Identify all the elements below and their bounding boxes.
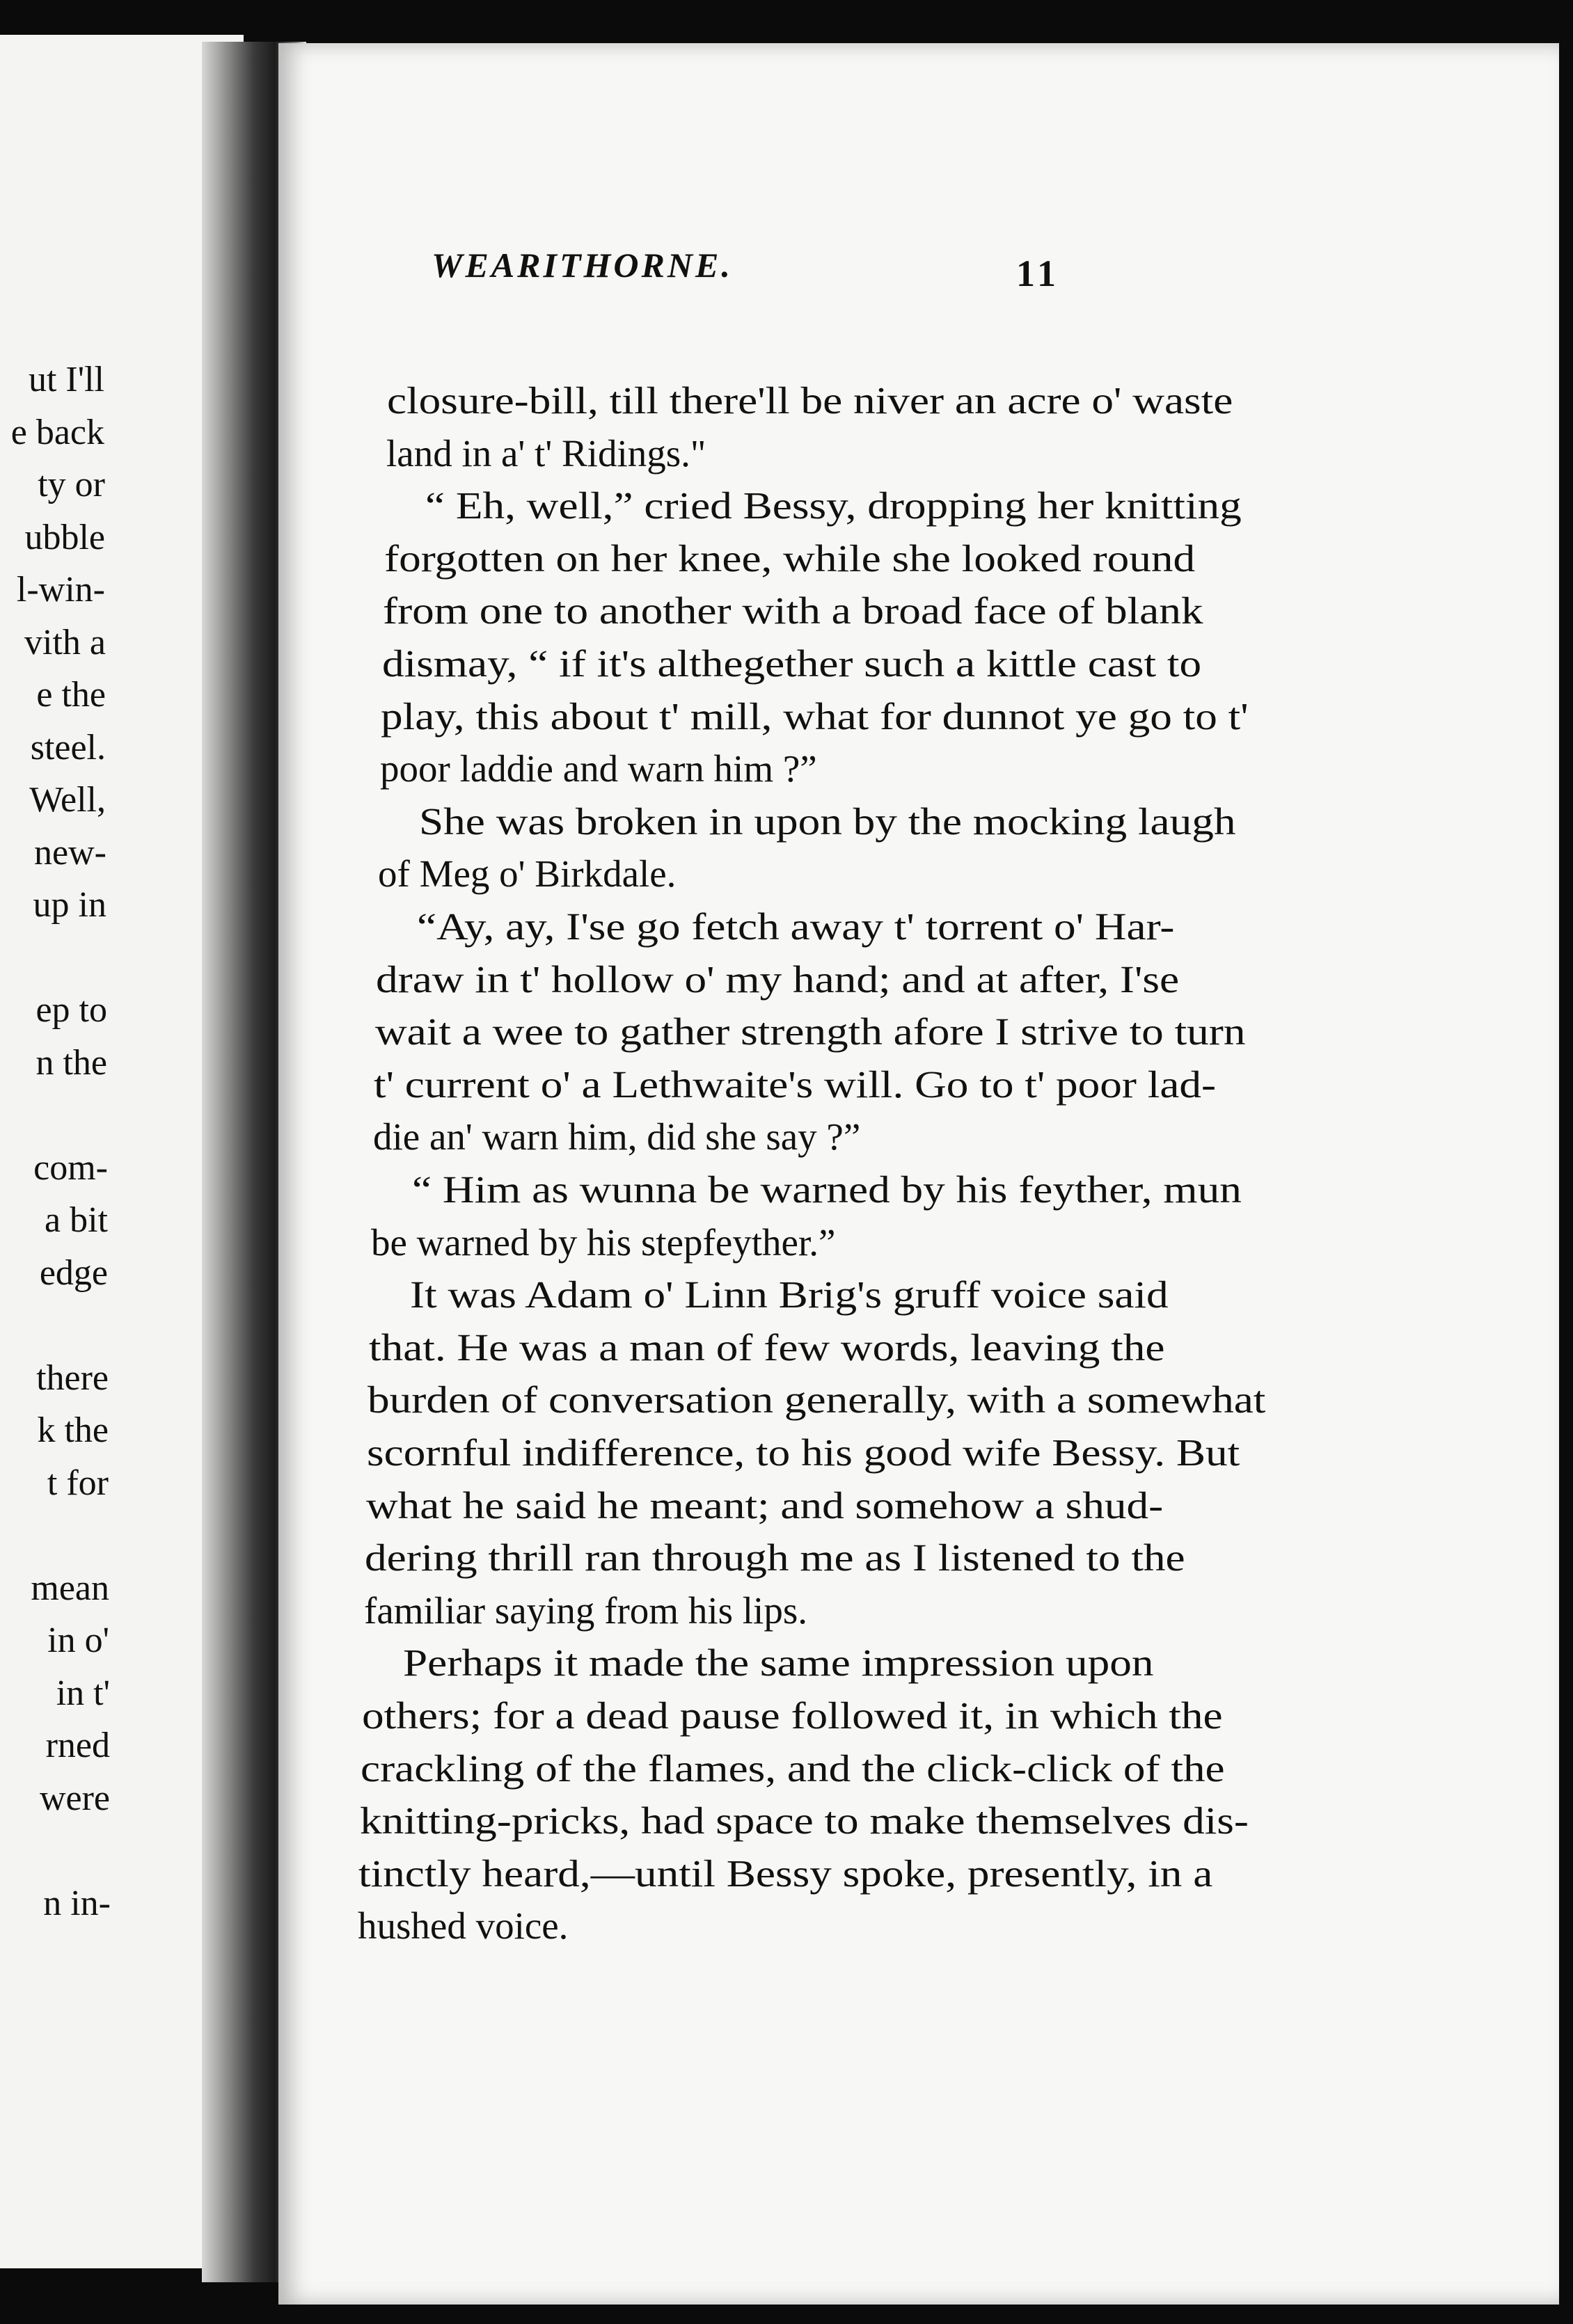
text-line: “ Him as wunna be warned by his feyther, mun — [412, 1168, 1242, 1211]
left-page-line-fragment — [39, 1778, 110, 1818]
left-page-line-fragment — [47, 1465, 109, 1502]
left-page-line-fragment — [45, 1202, 108, 1239]
left-page-line-fragment — [43, 1886, 111, 1922]
left-page-text: vith a — [24, 623, 106, 662]
left-page-line-fragment — [40, 1255, 108, 1291]
left-page-text: were — [39, 1778, 110, 1818]
text-line: poor laddie and warn him ?” — [380, 747, 817, 790]
left-page-line-fragment — [46, 1728, 110, 1764]
text-line: draw in t' hollow o' my hand; and at after, I'se — [376, 958, 1180, 1001]
left-page-text: up in — [33, 885, 106, 925]
left-page-text: k the — [37, 1410, 109, 1450]
left-page-line-fragment — [36, 1360, 109, 1396]
left-page-text: in t' — [56, 1673, 110, 1713]
text-line: It was Adam o' Linn Brig's gruff voice said — [410, 1273, 1169, 1316]
text-line: burden of conversation generally, with a somewhat — [367, 1378, 1266, 1421]
left-page-text: ep to — [35, 990, 107, 1030]
left-page-line-fragment — [37, 1412, 109, 1449]
text-line: dering thrill ran through me as I listened to the — [365, 1536, 1185, 1579]
left-page-text: rned — [45, 1726, 110, 1765]
left-page-text: e the — [36, 675, 106, 715]
left-page-line-fragment — [33, 887, 106, 923]
text-line: She was broken in upon by the mocking laugh — [419, 800, 1236, 843]
text-line: “Ay, ay, I'se go fetch away t' torrent o' Har- — [417, 905, 1175, 948]
text-line: of Meg o' Birkdale. — [378, 852, 677, 895]
left-page-text: l-win- — [16, 570, 105, 610]
left-page-line-fragment — [34, 835, 106, 871]
left-page-line-fragment — [36, 677, 106, 713]
text-line: others; for a dead pause followed it, in which the — [362, 1694, 1223, 1737]
left-page-text: Well, — [29, 780, 106, 820]
text-line: play, this about t' mill, what for dunnot ye go to t' — [381, 695, 1249, 738]
text-line: dismay, “ if it's althegether such a kittle cast to — [382, 642, 1202, 685]
left-page-text: in o' — [47, 1621, 109, 1660]
page-number: 11 — [1016, 253, 1061, 294]
left-page-line-fragment — [24, 625, 106, 661]
left-page-text: e back — [10, 413, 104, 452]
left-page-line-fragment — [56, 1673, 110, 1713]
left-page-text: ut I'll — [28, 360, 104, 399]
text-line: what he said he meant; and somehow a shud- — [366, 1484, 1164, 1527]
left-page-text: mean — [31, 1568, 109, 1608]
text-line: hushed voice. — [358, 1904, 569, 1947]
left-page-text: there — [36, 1358, 109, 1398]
left-page-line-fragment — [35, 992, 107, 1028]
left-page-text: new- — [34, 833, 106, 873]
left-page-line-fragment — [17, 572, 105, 608]
left-page-line-fragment — [47, 1623, 109, 1659]
left-page-line-fragment — [31, 730, 106, 766]
text-line: t' current o' a Lethwaite's will. Go to t' poor lad- — [374, 1063, 1217, 1106]
left-page-line-fragment — [29, 362, 104, 398]
left-page-line-fragment — [35, 1045, 107, 1081]
left-page-line-fragment — [11, 415, 104, 451]
text-line: from one to another with a broad face of blank — [383, 589, 1203, 632]
left-page-text: n the — [35, 1043, 107, 1083]
text-line: wait a wee to gather strength afore I strive to turn — [375, 1010, 1246, 1053]
text-line: familiar saying from his lips. — [364, 1589, 807, 1632]
left-page-line-fragment — [31, 1570, 109, 1607]
text-line: die an' warn him, did she say ?” — [373, 1115, 861, 1158]
text-line: crackling of the flames, and the click-click of the — [361, 1747, 1225, 1790]
left-page-text: t for — [47, 1463, 109, 1503]
left-page-line-fragment — [33, 1150, 108, 1186]
left-page-text: steel. — [30, 728, 106, 767]
text-line: knitting-pricks, had space to make themselves dis- — [360, 1799, 1249, 1842]
left-page-text: edge — [39, 1253, 108, 1293]
left-page-text: ubble — [24, 518, 105, 557]
text-line: forgotten on her knee, while she looked round — [384, 537, 1196, 580]
left-page-text: ty or — [38, 465, 105, 504]
text-line: Perhaps it made the same impression upon — [403, 1641, 1154, 1684]
left-page-text: com- — [33, 1148, 108, 1188]
text-line: be warned by his stepfeyther.” — [371, 1221, 836, 1264]
text-line: closure-bill, till there'll be niver an acre o' waste — [387, 379, 1233, 422]
running-head: WEARITHORNE. — [432, 246, 733, 285]
text-line: “ Eh, well,” cried Bessy, dropping her knitting — [425, 484, 1242, 527]
text-line: tinctly heard,—until Bessy spoke, presently, in a — [358, 1852, 1213, 1895]
left-page-text: a bit — [45, 1200, 108, 1240]
left-page-line-fragment — [29, 782, 106, 818]
left-page-text: n in- — [43, 1884, 111, 1923]
text-line: that. He was a man of few words, leaving the — [369, 1326, 1165, 1369]
text-line: scornful indifference, to his good wife Bessy. But — [367, 1431, 1240, 1474]
text-line: land in a' t' Ridings." — [386, 432, 706, 475]
left-page-line-fragment — [24, 520, 105, 556]
left-page-line-fragment — [38, 467, 105, 503]
